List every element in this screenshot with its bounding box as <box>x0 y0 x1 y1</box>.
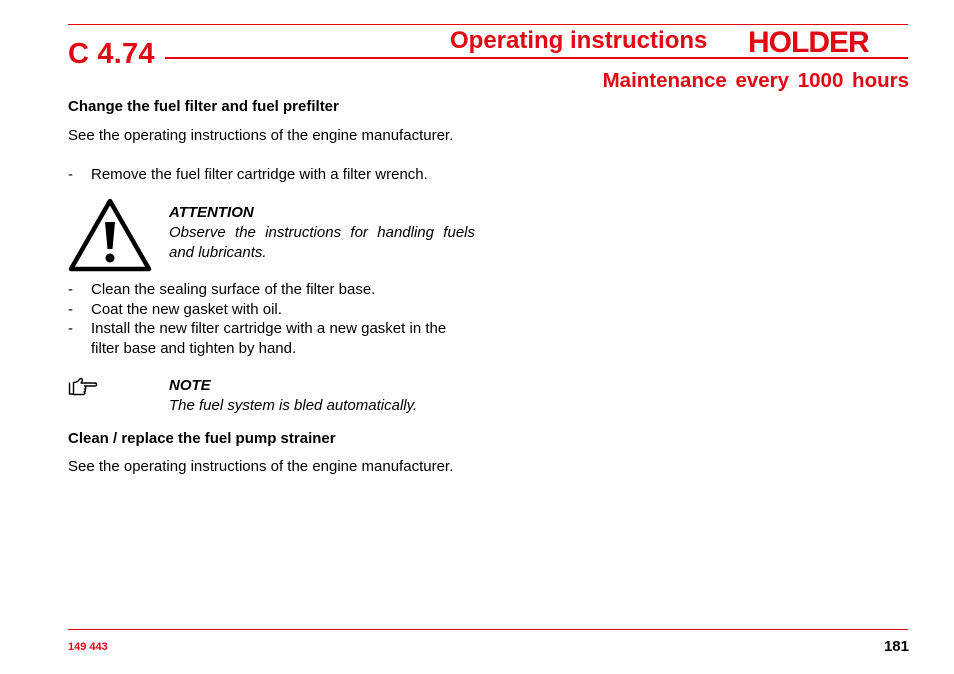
note-text: The fuel system is bled automatically. <box>169 397 418 414</box>
brand-logo: HOLDER <box>748 26 869 59</box>
list-dash: - <box>68 166 73 183</box>
attention-text: Observe the instructions for handling fuels and lubricants. <box>169 224 475 261</box>
list-item-text: Clean the sealing surface of the filter base. <box>91 281 376 298</box>
section-intro-text: See the operating instructions of the engine manufacturer. <box>68 458 454 475</box>
page-number: 181 <box>883 638 909 655</box>
list-dash: - <box>68 320 73 337</box>
list-dash: - <box>68 301 73 318</box>
section-heading-fuel-pump-strainer: Clean / replace the fuel pump strainer <box>68 430 336 447</box>
section-heading-fuel-filter: Change the fuel filter and fuel prefilter <box>68 98 339 115</box>
list-dash: - <box>68 281 73 298</box>
attention-title: ATTENTION <box>169 204 254 221</box>
document-number: 149 443 <box>68 641 108 653</box>
page-subtitle: Maintenance every 1000 hours <box>602 69 909 92</box>
pointing-hand-icon <box>68 377 98 402</box>
list-item-text: Remove the fuel filter cartridge with a filter wrench. <box>91 166 428 183</box>
header-top-rule <box>68 24 908 25</box>
note-title: NOTE <box>169 377 211 394</box>
section-code: C 4.74 <box>68 38 155 70</box>
list-item-text: Coat the new gasket with oil. <box>91 301 282 318</box>
footer-rule <box>68 629 908 630</box>
warning-triangle-icon <box>68 198 152 277</box>
list-item-text: Install the new filter cartridge with a new gasket in the filter base and tighten by hand. <box>91 320 447 357</box>
document-title: Operating instructions <box>450 27 708 54</box>
section-intro-text: See the operating instructions of the engine manufacturer. <box>68 127 454 144</box>
